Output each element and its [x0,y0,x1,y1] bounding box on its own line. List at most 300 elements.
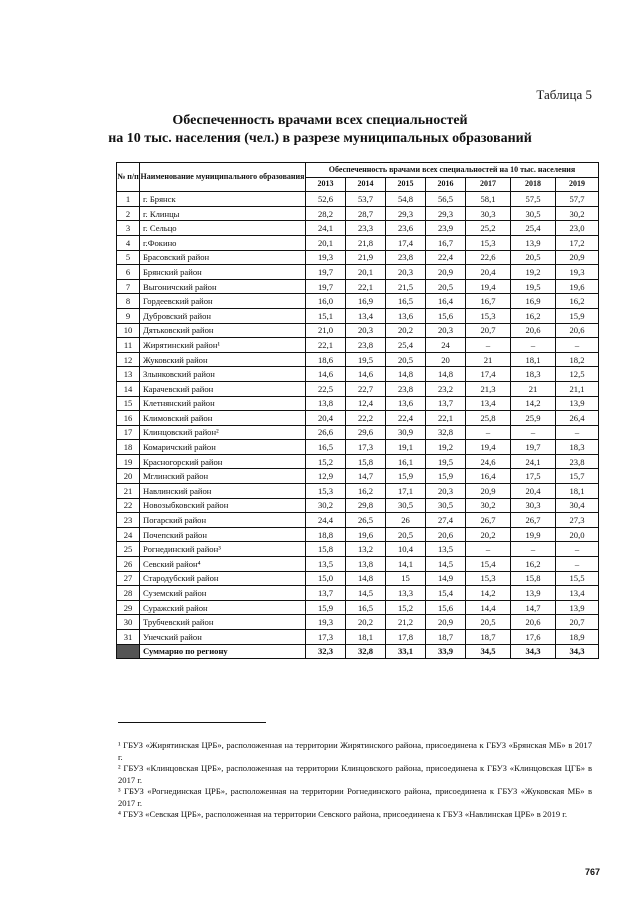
value-2014: 13,8 [346,557,386,572]
header-year-2013: 2013 [306,177,346,192]
row-number: 24 [117,527,140,542]
value-2017: 14,2 [466,586,511,601]
value-2019: – [556,542,599,557]
value-2018: 21 [511,381,556,396]
total-value-2014: 32,8 [346,644,386,659]
value-2016: 20,3 [426,484,466,499]
value-2017: 20,7 [466,323,511,338]
total-row [117,644,599,659]
value-2018: 16,2 [511,308,556,323]
value-2014: 19,5 [346,352,386,367]
value-2018: – [511,542,556,557]
municipality-name: г.Фокино [140,235,306,250]
value-2014: 18,1 [346,630,386,645]
row-number: 1 [117,192,140,207]
row-number: 12 [117,352,140,367]
value-2014: 23,8 [346,338,386,353]
municipality-name: Жуковский район [140,352,306,367]
municipality-name: Стародубский район [140,571,306,586]
value-2017: 15,3 [466,571,511,586]
value-2018: 17,5 [511,469,556,484]
row-number: 30 [117,615,140,630]
value-2017: 17,4 [466,367,511,382]
value-2015: 30,9 [386,425,426,440]
value-2013: 18,8 [306,527,346,542]
value-2015: 29,3 [386,206,426,221]
value-2018: 30,3 [511,498,556,513]
table-row [117,600,599,615]
value-2014: 14,5 [346,586,386,601]
value-2013: 18,6 [306,352,346,367]
table-row [117,352,599,367]
value-2013: 19,7 [306,279,346,294]
value-2015: 19,1 [386,440,426,455]
value-2018: 17,6 [511,630,556,645]
value-2017: 16,4 [466,469,511,484]
municipality-name: Выгоничский район [140,279,306,294]
municipality-name: Брасовский район [140,250,306,265]
value-2016: 56,5 [426,192,466,207]
table-row [117,586,599,601]
value-2018: – [511,425,556,440]
municipality-name: Новозыбковский район [140,498,306,513]
value-2014: 21,8 [346,235,386,250]
value-2013: 15,2 [306,454,346,469]
value-2013: 19,3 [306,250,346,265]
value-2013: 30,2 [306,498,346,513]
value-2014: 28,7 [346,206,386,221]
row-number: 19 [117,454,140,469]
table-row [117,615,599,630]
municipality-name: Карачевский район [140,381,306,396]
table-row [117,250,599,265]
value-2015: 13,6 [386,308,426,323]
value-2013: 22,5 [306,381,346,396]
row-number: 7 [117,279,140,294]
municipality-name: Суражский район [140,600,306,615]
table-row [117,192,599,207]
value-2014: 14,7 [346,469,386,484]
value-2013: 24,4 [306,513,346,528]
value-2016: 24 [426,338,466,353]
value-2017: 18,7 [466,630,511,645]
value-2013: 19,3 [306,615,346,630]
total-value-2013: 32,3 [306,644,346,659]
footnotes [118,740,592,821]
value-2017: 26,7 [466,513,511,528]
value-2013: 15,3 [306,484,346,499]
header-name: Наименование муниципального образования [140,163,306,192]
value-2015: 21,5 [386,279,426,294]
value-2016: 19,5 [426,454,466,469]
total-value-2017: 34,5 [466,644,511,659]
value-2019: – [556,557,599,572]
value-2017: 19,4 [466,279,511,294]
row-number: 16 [117,411,140,426]
document-title [0,112,640,148]
municipality-name: г. Клинцы [140,206,306,221]
row-number: 29 [117,600,140,615]
value-2017: 25,8 [466,411,511,426]
value-2018: 57,5 [511,192,556,207]
table-row [117,265,599,280]
value-2017: – [466,338,511,353]
value-2018: 18,1 [511,352,556,367]
value-2013: 13,5 [306,557,346,572]
table-row [117,323,599,338]
value-2016: 14,5 [426,557,466,572]
value-2013: 13,8 [306,396,346,411]
value-2019: 18,2 [556,352,599,367]
value-2016: 23,2 [426,381,466,396]
footnote-4: ⁴ ГБУЗ «Севская ЦРБ», расположенная на территории Севского района, присоединена к ГБУЗ «Навлинская ЦРБ» в 2019 г. [118,809,567,819]
row-number: 2 [117,206,140,221]
municipality-name: Дубровский район [140,308,306,323]
value-2018: 19,7 [511,440,556,455]
value-2015: 30,5 [386,498,426,513]
value-2018: 20,6 [511,615,556,630]
header-group: Обеспеченность врачами всех специальностей на 10 тыс. населения [306,163,599,178]
table-row [117,571,599,586]
row-number: 3 [117,221,140,236]
row-number: 26 [117,557,140,572]
value-2015: 10,4 [386,542,426,557]
value-2015: 20,5 [386,352,426,367]
value-2013: 15,9 [306,600,346,615]
value-2017: 14,4 [466,600,511,615]
value-2019: 30,2 [556,206,599,221]
value-2015: 17,4 [386,235,426,250]
table-row [117,411,599,426]
value-2014: 20,3 [346,323,386,338]
table-row [117,308,599,323]
municipality-name: Комаричский район [140,440,306,455]
value-2019: 20,7 [556,615,599,630]
value-2017: – [466,542,511,557]
value-2013: 52,6 [306,192,346,207]
municipality-name: Климовский район [140,411,306,426]
value-2013: 17,3 [306,630,346,645]
value-2016: 32,8 [426,425,466,440]
value-2014: 13,2 [346,542,386,557]
value-2015: 20,5 [386,527,426,542]
title-line-2: на 10 тыс. населения (чел.) в разрезе муниципальных образований [108,131,532,146]
value-2015: 22,4 [386,411,426,426]
table-row [117,279,599,294]
header-year-2017: 2017 [466,177,511,192]
table-row [117,367,599,382]
value-2019: 57,7 [556,192,599,207]
value-2018: 25,9 [511,411,556,426]
municipality-name: Красногорский район [140,454,306,469]
value-2018: 20,5 [511,250,556,265]
value-2014: 15,8 [346,454,386,469]
value-2014: 19,6 [346,527,386,542]
value-2019: 21,1 [556,381,599,396]
value-2013: 12,9 [306,469,346,484]
row-number: 11 [117,338,140,353]
value-2017: 15,3 [466,235,511,250]
value-2015: 17,8 [386,630,426,645]
row-number: 14 [117,381,140,396]
total-row-marker [117,644,140,659]
value-2015: 15,9 [386,469,426,484]
value-2018: 15,8 [511,571,556,586]
value-2017: 20,4 [466,265,511,280]
value-2016: 20 [426,352,466,367]
value-2016: 16,4 [426,294,466,309]
value-2019: 23,8 [556,454,599,469]
row-number: 18 [117,440,140,455]
value-2017: 58,1 [466,192,511,207]
value-2018: 14,7 [511,600,556,615]
value-2017: 30,3 [466,206,511,221]
value-2016: 20,9 [426,615,466,630]
value-2018: 26,7 [511,513,556,528]
value-2019: 15,7 [556,469,599,484]
value-2019: 12,5 [556,367,599,382]
row-number: 25 [117,542,140,557]
header-num: № п/п [117,163,140,192]
value-2018: 16,2 [511,557,556,572]
value-2018: 24,1 [511,454,556,469]
header-year-2016: 2016 [426,177,466,192]
value-2014: 53,7 [346,192,386,207]
value-2014: 16,9 [346,294,386,309]
value-2013: 14,6 [306,367,346,382]
value-2018: – [511,338,556,353]
value-2014: 20,2 [346,615,386,630]
value-2019: 27,3 [556,513,599,528]
value-2019: 19,3 [556,265,599,280]
footnote-2: ² ГБУЗ «Клинцовская ЦРБ», расположенная на территории Клинцовского района, присоединена к ГБУЗ «Клинцовская ЦГБ» в 2017 г. [118,763,592,785]
value-2016: 22,1 [426,411,466,426]
footnote-3: ³ ГБУЗ «Рогнединская ЦРБ», расположенная на территории Рогнединского района, присоединена к ГБУЗ «Жуковская МБ» в 2017 г. [118,786,592,808]
table-label: Таблица 5 [536,87,592,102]
row-number: 15 [117,396,140,411]
value-2015: 14,8 [386,367,426,382]
table-row [117,381,599,396]
value-2015: 17,1 [386,484,426,499]
value-2018: 30,5 [511,206,556,221]
value-2015: 13,3 [386,586,426,601]
table-row [117,542,599,557]
value-2015: 15 [386,571,426,586]
value-2016: 15,9 [426,469,466,484]
footnote-separator [118,722,266,723]
table-row [117,338,599,353]
value-2016: 29,3 [426,206,466,221]
value-2018: 16,9 [511,294,556,309]
value-2014: 22,2 [346,411,386,426]
value-2017: 13,4 [466,396,511,411]
value-2018: 14,2 [511,396,556,411]
value-2015: 23,8 [386,381,426,396]
value-2019: 20,9 [556,250,599,265]
value-2014: 22,1 [346,279,386,294]
value-2013: 20,1 [306,235,346,250]
municipality-name: Жирятинский район¹ [140,338,306,353]
value-2019: 13,4 [556,586,599,601]
value-2014: 14,8 [346,571,386,586]
value-2019: 13,9 [556,396,599,411]
table-row [117,498,599,513]
value-2013: 21,0 [306,323,346,338]
table-body [117,192,599,659]
value-2018: 13,9 [511,235,556,250]
value-2016: 15,6 [426,600,466,615]
header-year-2015: 2015 [386,177,426,192]
table-row [117,440,599,455]
value-2019: – [556,425,599,440]
physicians-table [116,162,599,659]
value-2015: 13,6 [386,396,426,411]
total-label: Суммарно по региону [140,644,306,659]
value-2014: 16,5 [346,600,386,615]
table-row [117,294,599,309]
title-line-1: Обеспеченность врачами всех специальностей [172,113,468,128]
value-2015: 25,4 [386,338,426,353]
municipality-name: Погарский район [140,513,306,528]
value-2013: 28,2 [306,206,346,221]
row-number: 4 [117,235,140,250]
table-row [117,221,599,236]
value-2014: 17,3 [346,440,386,455]
value-2017: 25,2 [466,221,511,236]
value-2014: 26,5 [346,513,386,528]
value-2017: 30,2 [466,498,511,513]
value-2017: – [466,425,511,440]
value-2018: 20,4 [511,484,556,499]
value-2014: 12,4 [346,396,386,411]
value-2016: 23,9 [426,221,466,236]
value-2018: 20,6 [511,323,556,338]
value-2016: 20,9 [426,265,466,280]
header-year-2019: 2019 [556,177,599,192]
value-2018: 19,2 [511,265,556,280]
value-2016: 20,3 [426,323,466,338]
value-2016: 15,6 [426,308,466,323]
value-2017: 15,3 [466,308,511,323]
municipality-name: Трубчевский район [140,615,306,630]
header-year-2018: 2018 [511,177,556,192]
value-2014: 16,2 [346,484,386,499]
value-2019: 16,2 [556,294,599,309]
value-2016: 20,6 [426,527,466,542]
municipality-name: г. Сельцо [140,221,306,236]
value-2019: 18,9 [556,630,599,645]
municipality-name: Севский район⁴ [140,557,306,572]
row-number: 23 [117,513,140,528]
value-2015: 15,2 [386,600,426,615]
value-2015: 20,3 [386,265,426,280]
total-value-2016: 33,9 [426,644,466,659]
value-2017: 19,4 [466,440,511,455]
value-2016: 16,7 [426,235,466,250]
value-2017: 15,4 [466,557,511,572]
value-2019: 15,9 [556,308,599,323]
value-2014: 21,9 [346,250,386,265]
value-2019: 26,4 [556,411,599,426]
table-row [117,454,599,469]
value-2013: 26,6 [306,425,346,440]
value-2016: 14,8 [426,367,466,382]
table-row [117,484,599,499]
value-2018: 13,9 [511,586,556,601]
value-2015: 21,2 [386,615,426,630]
value-2017: 20,9 [466,484,511,499]
footnote-1: ¹ ГБУЗ «Жирятинская ЦРБ», расположенная на территории Жирятинского района, присоединена к ГБУЗ «Брянская МБ» в 2017 г. [118,740,592,762]
row-number: 20 [117,469,140,484]
value-2016: 15,4 [426,586,466,601]
row-number: 21 [117,484,140,499]
table-row [117,206,599,221]
value-2019: – [556,338,599,353]
value-2019: 17,2 [556,235,599,250]
value-2019: 23,0 [556,221,599,236]
municipality-name: Клинцовский район² [140,425,306,440]
value-2015: 20,2 [386,323,426,338]
municipality-name: Злынковский район [140,367,306,382]
value-2017: 22,6 [466,250,511,265]
row-number: 6 [117,265,140,280]
total-value-2015: 33,1 [386,644,426,659]
row-number: 10 [117,323,140,338]
value-2015: 14,1 [386,557,426,572]
municipality-name: Почепский район [140,527,306,542]
table-row [117,235,599,250]
value-2019: 30,4 [556,498,599,513]
total-value-2019: 34,3 [556,644,599,659]
municipality-name: Унечский район [140,630,306,645]
value-2017: 21 [466,352,511,367]
table-row [117,425,599,440]
row-number: 13 [117,367,140,382]
value-2014: 20,1 [346,265,386,280]
value-2019: 18,1 [556,484,599,499]
value-2013: 13,7 [306,586,346,601]
value-2013: 22,1 [306,338,346,353]
value-2018: 19,5 [511,279,556,294]
value-2019: 20,6 [556,323,599,338]
value-2017: 21,3 [466,381,511,396]
row-number: 28 [117,586,140,601]
value-2015: 23,8 [386,250,426,265]
row-number: 22 [117,498,140,513]
row-number: 9 [117,308,140,323]
header-year-2014: 2014 [346,177,386,192]
value-2013: 15,0 [306,571,346,586]
value-2016: 19,2 [426,440,466,455]
municipality-name: Суземский район [140,586,306,601]
value-2019: 19,6 [556,279,599,294]
value-2016: 27,4 [426,513,466,528]
row-number: 27 [117,571,140,586]
value-2019: 18,3 [556,440,599,455]
municipality-name: Брянский район [140,265,306,280]
value-2016: 18,7 [426,630,466,645]
value-2013: 15,1 [306,308,346,323]
value-2013: 20,4 [306,411,346,426]
municipality-name: Мглинский район [140,469,306,484]
municipality-name: Рогнединский район³ [140,542,306,557]
table-row [117,557,599,572]
value-2013: 19,7 [306,265,346,280]
value-2016: 20,5 [426,279,466,294]
value-2014: 23,3 [346,221,386,236]
value-2016: 13,5 [426,542,466,557]
value-2015: 26 [386,513,426,528]
